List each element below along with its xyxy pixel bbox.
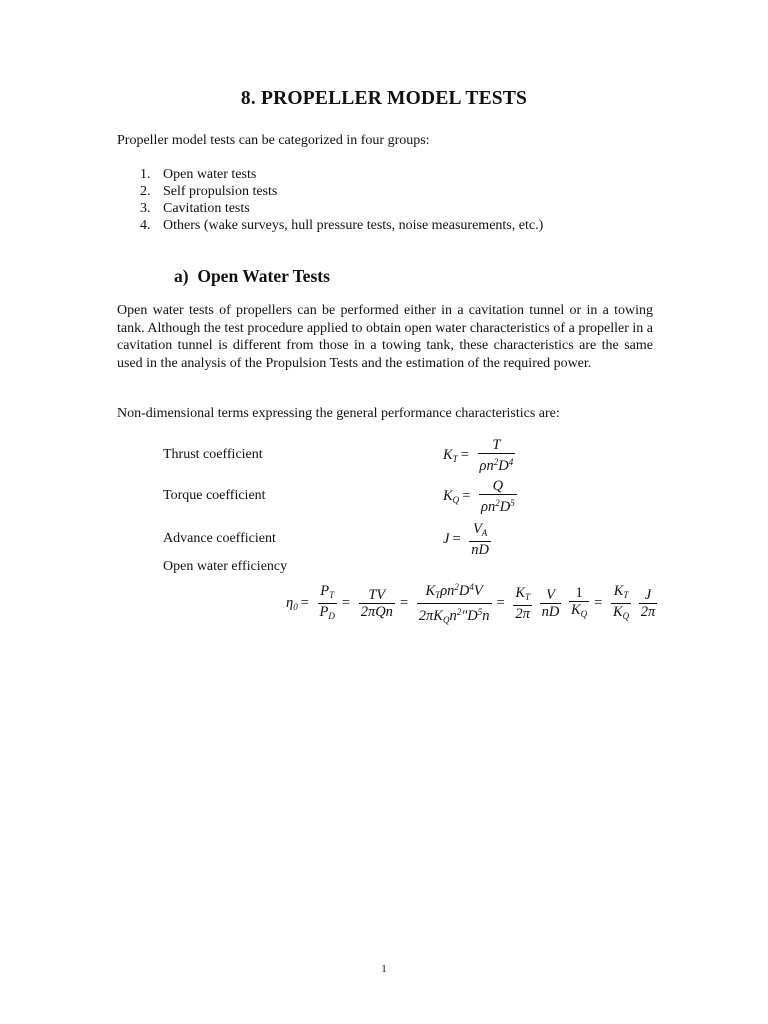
list-item [140, 183, 543, 200]
page-title: 8. PROPELLER MODEL TESTS [240, 88, 528, 109]
list-number: 3. [140, 201, 151, 216]
list-text: Open water tests [163, 167, 257, 182]
thrust-coefficient-formula: $K_T$ = $\frac{T}{\rho n^2D^4}$ [443, 437, 514, 474]
paragraph-open-water: Open water tests of propellers can be performed either in a cavitation tunnel or in a towing tank. Although the test procedure applied to obtain open water characteristics of a propeller in a cavitation tunnel is different from those in a towing tank, these characteristics are the same used in the analysis of the Propulsion Tests and the estimation of the required power. [117, 303, 653, 371]
test-group-list [140, 166, 543, 234]
list-text: Others (wake surveys, hull pressure tests, noise measurements, etc.) [163, 218, 544, 233]
list-number: 1. [140, 167, 151, 182]
efficiency-formula: $\eta_0$ = $\frac{P_T}{P_D}$ = $\frac{TV}{\text{2πQn}}$ = $\frac{K_T\rho n^2D^4V}{2\pi K_Qn^2"D^5n}$ = $\frac{K_T}{2\pi}$ $\frac{V}{nD}$ $\frac{1}{K_Q}$ = $\frac{K_T}{K_Q}$ $\frac{J}{2\pi}$ [286, 579, 659, 628]
list-text: Cavitation tests [163, 201, 250, 216]
torque-coefficient-label: Torque coefficient [163, 488, 266, 503]
page-number: 1 [381, 963, 387, 975]
section-heading [174, 266, 330, 287]
list-number: 2. [140, 184, 151, 199]
paragraph-nondimensional: Non-dimensional terms expressing the general performance characteristics are: [117, 406, 560, 421]
section-marker: a) [174, 266, 189, 286]
list-number: 4. [140, 218, 151, 233]
advance-coefficient-formula: J = $\frac{V_A}{nD}$ [443, 521, 489, 558]
list-item [140, 200, 543, 217]
thrust-coefficient-label: Thrust coefficient [163, 447, 263, 462]
efficiency-label: Open water efficiency [163, 559, 288, 574]
advance-coefficient-label: Advance coefficient [163, 531, 276, 546]
torque-coefficient-formula: $K_Q$ = $\frac{Q}{\rho n^2D^5}$ [443, 478, 515, 515]
list-item [140, 217, 543, 234]
list-item [140, 166, 543, 183]
intro-text: Propeller model tests can be categorized in four groups: [117, 133, 430, 148]
list-text: Self propulsion tests [163, 184, 278, 199]
section-title: Open Water Tests [197, 266, 330, 286]
